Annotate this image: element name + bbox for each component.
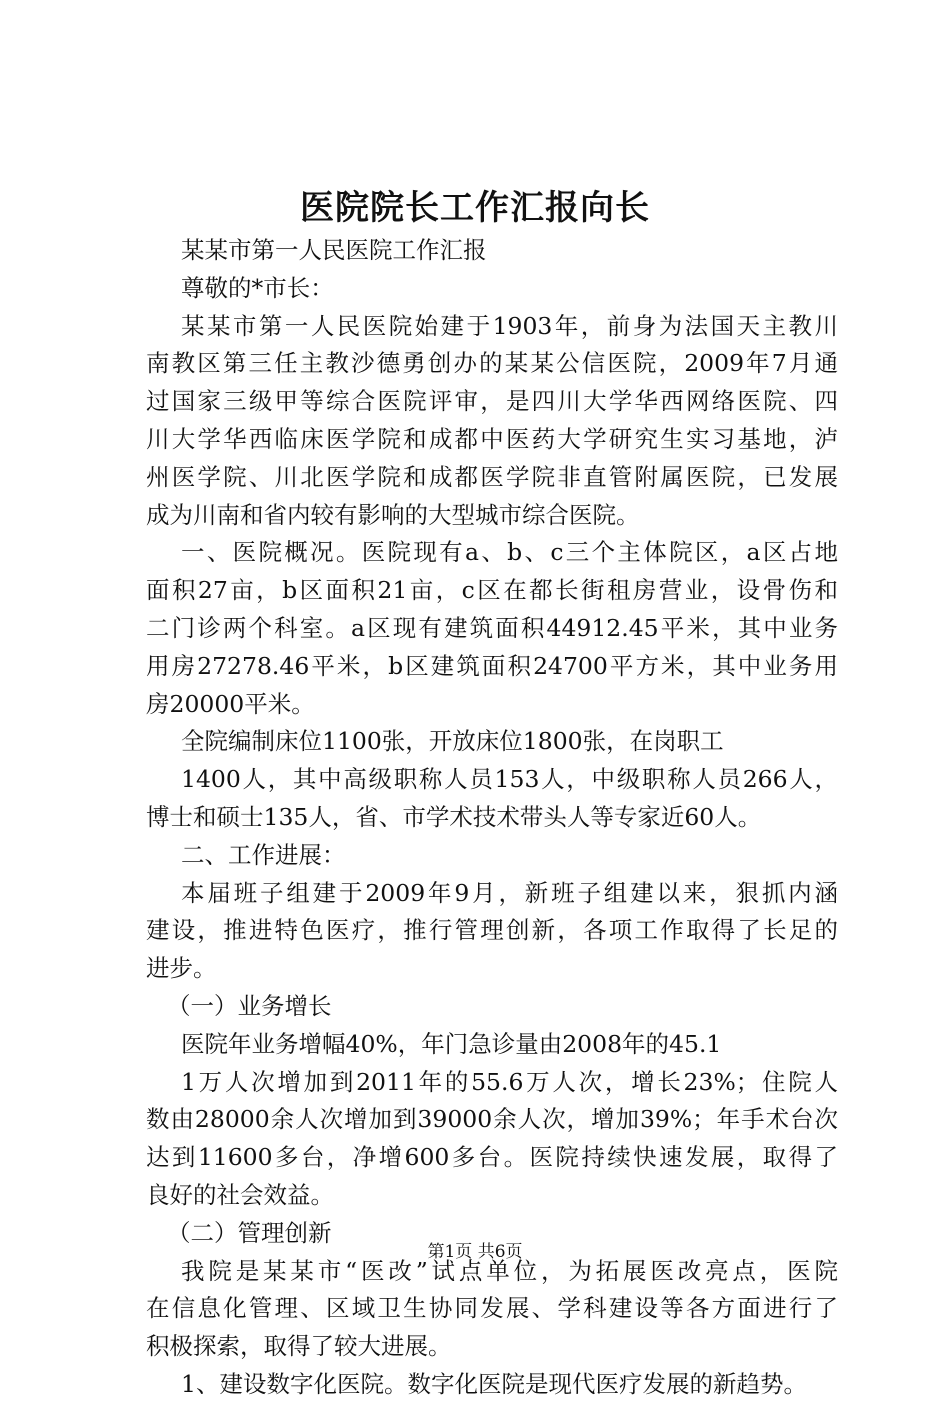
text-line: 数由28000余人次增加到39000余人次，增加39%；年手术台次 [146, 1105, 838, 1134]
text-line: 某某市第一人民医院工作汇报 [181, 236, 487, 264]
text-line: 1、建设数字化医院。数字化医院是现代医疗发展的新趋势。 [181, 1369, 807, 1398]
text-line: 二门诊两个科室。a区现有建筑面积44912.45平米，其中业务 [146, 613, 838, 642]
text-line: 1万人次增加到2011年的55.6万人次，增长23%；住院人 [181, 1067, 838, 1096]
text-line: 成为川南和省内较有影响的大型城市综合医院。 [146, 500, 640, 529]
text-line: 房20000平米。 [146, 689, 315, 718]
text-line: 本届班子组建于2009年9月，新班子组建以来，狠抓内涵 [181, 878, 838, 907]
text-line: 1400人，其中高级职称人员153人，中级职称人员266人， [181, 765, 838, 794]
text-line: 博士和硕士135人，省、市学术技术带头人等专家近60人。 [146, 802, 762, 831]
text-line: 某某市第一人民医院始建于1903年，前身为法国天主教川 [181, 311, 838, 340]
text-line: 在信息化管理、区域卫生协同发展、学科建设等各方面进行了 [146, 1294, 838, 1323]
text-line: 川大学华西临床医学院和成都中医药大学研究生实习基地，泸 [146, 424, 838, 453]
text-line: 州医学院、川北医学院和成都医学院非直管附属医院，已发展 [146, 462, 838, 491]
text-line: 一、医院概况。医院现有a、b、c三个主体院区，a区占地 [181, 538, 838, 567]
text-line: 良好的社会效益。 [146, 1180, 334, 1209]
text-line: 面积27亩，b区面积21亩，c区在都长街租房营业，设骨伤和 [146, 576, 838, 605]
document-body [146, 232, 838, 1404]
text-line: 过国家三级甲等综合医院评审，是四川大学华西网络医院、四 [146, 387, 838, 416]
text-line: 积极探索，取得了较大进展。 [146, 1332, 452, 1361]
text-line: 用房27278.46平米，b区建筑面积24700平方米，其中业务用 [146, 651, 838, 680]
text-line: （一）业务增长 [167, 991, 332, 1020]
text-line: 进步。 [146, 954, 217, 983]
text-line: 医院年业务增幅40%，年门急诊量由2008年的45.1 [181, 1029, 722, 1058]
text-line: 尊敬的*市长： [181, 273, 334, 302]
text-line: 全院编制床位1100张，开放床位1800张，在岗职工 [181, 727, 724, 756]
text-line: 达到11600多台，净增600多台。医院持续快速发展，取得了 [146, 1143, 838, 1172]
text-line: 南教区第三任主教沙德勇创办的某某公信医院，2009年7月通 [146, 349, 838, 378]
text-line: （二）管理创新 [167, 1218, 332, 1247]
text-line: 建设，推进特色医疗，推行管理创新，各项工作取得了长足的 [146, 916, 838, 945]
document-title: 医院院长工作汇报向长 [300, 188, 650, 228]
text-line: 二、工作进展： [181, 840, 346, 869]
page-footer: 第1页 共6页 [427, 1242, 523, 1262]
text-line: 我院是某某市“医改”试点单位，为拓展医改亮点，医院 [181, 1256, 838, 1285]
